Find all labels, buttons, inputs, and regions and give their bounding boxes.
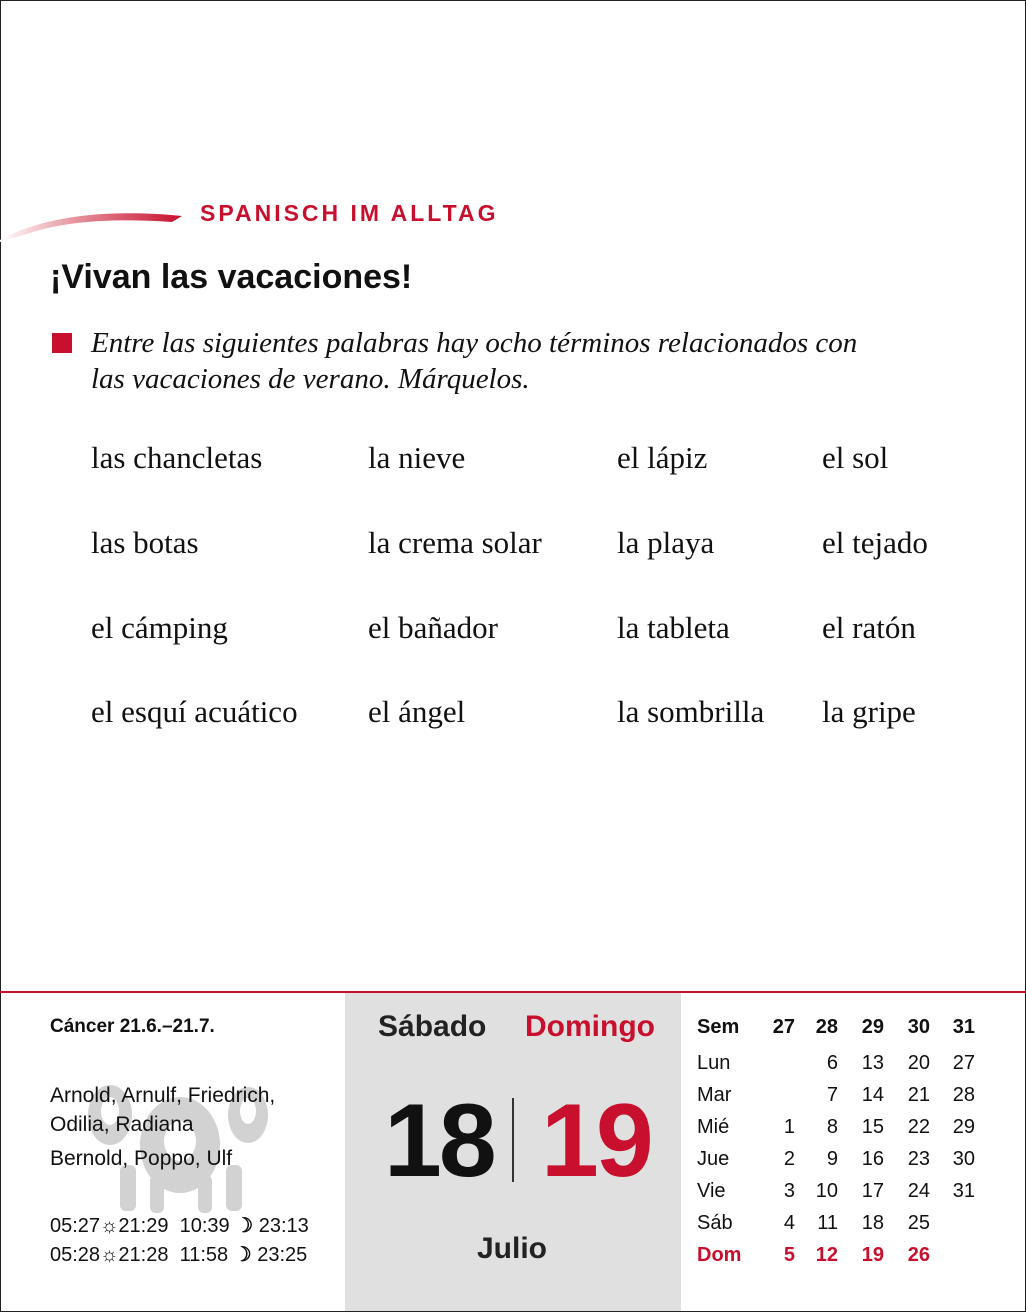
word-item: el ratón — [822, 610, 916, 645]
calendar-day-label: Lun — [697, 1052, 731, 1074]
calendar-day: 19 — [861, 1244, 884, 1266]
red-swoosh-decoration — [0, 196, 190, 246]
instruction-line-1: Entre las siguientes palabras hay ocho términos relacionados con — [91, 327, 858, 359]
word-item: la playa — [617, 525, 715, 560]
calendar-day: 5 — [783, 1244, 795, 1266]
word-item: las botas — [91, 525, 199, 560]
sunrise-time: 05:27 — [50, 1215, 101, 1237]
calendar-week-header: Sem — [697, 1016, 740, 1038]
name-days-sunday: Bernold, Poppo, Ulf — [50, 1147, 233, 1170]
word-item: el ángel — [368, 694, 466, 729]
calendar-day: 23 — [907, 1148, 930, 1170]
calendar-day: 15 — [861, 1116, 884, 1138]
page-title: ¡Vivan las vacaciones! — [50, 258, 413, 296]
calendar-day: 10 — [815, 1180, 838, 1202]
calendar-day: 31 — [952, 1180, 975, 1202]
calendar-week-number: 31 — [952, 1016, 975, 1038]
calendar-day-label: Jue — [697, 1148, 730, 1170]
moonset-time: 23:13 — [258, 1215, 309, 1237]
name-days-line-1: Arnold, Arnulf, Friedrich, — [50, 1084, 276, 1107]
word-item: el sol — [822, 440, 889, 475]
calendar-week-number: 28 — [815, 1016, 838, 1038]
calendar-day: 24 — [907, 1180, 930, 1202]
calendar-week-number: 29 — [861, 1016, 884, 1038]
calendar-day: 14 — [861, 1084, 884, 1106]
calendar-day: 9 — [826, 1148, 838, 1170]
calendar-day-label: Sáb — [697, 1212, 733, 1234]
month-label: Julio — [477, 1232, 548, 1265]
calendar-day: 25 — [907, 1212, 930, 1234]
word-item: la tableta — [617, 610, 730, 645]
weekday-saturday: Sábado — [378, 1010, 487, 1043]
date-number-saturday: 18 — [384, 1083, 494, 1199]
word-item: la crema solar — [368, 525, 542, 560]
calendar-day-label: Dom — [697, 1244, 742, 1266]
sun-moon-row-saturday — [50, 1213, 309, 1238]
calendar-day: 28 — [952, 1084, 975, 1106]
calendar-day: 22 — [907, 1116, 930, 1138]
name-days-saturday — [50, 1081, 275, 1139]
word-item: el cámping — [91, 610, 228, 645]
calendar-week-number: 30 — [907, 1016, 930, 1038]
moonrise-time: 11:58 — [179, 1244, 229, 1266]
weekday-sunday: Domingo — [525, 1010, 655, 1043]
word-item: la sombrilla — [617, 694, 765, 729]
word-item: el lápiz — [617, 440, 708, 475]
sun-icon: ☼ — [100, 1215, 119, 1237]
calendar-day: 3 — [783, 1180, 795, 1202]
calendar-day: 16 — [861, 1148, 884, 1170]
word-item: la gripe — [822, 694, 916, 729]
calendar-day: 21 — [907, 1084, 930, 1106]
word-item: las chancletas — [91, 440, 263, 475]
calendar-day: 4 — [783, 1212, 795, 1234]
name-days-line-2: Odilia, Radiana — [50, 1113, 194, 1136]
calendar-day-label: Mié — [697, 1116, 730, 1138]
calendar-day: 6 — [826, 1052, 838, 1074]
sunset-time: 21:28 — [118, 1244, 169, 1266]
calendar-day: 11 — [817, 1212, 838, 1234]
moon-icon: ☽ — [233, 1244, 252, 1266]
calendar-day: 20 — [907, 1052, 930, 1074]
section-title: SPANISCH IM ALLTAG — [200, 200, 499, 226]
sun-icon: ☼ — [100, 1244, 119, 1266]
calendar-day: 30 — [952, 1148, 975, 1170]
calendar-week-number: 27 — [772, 1016, 795, 1038]
calendar-day: 7 — [826, 1084, 838, 1106]
moonrise-time: 10:39 — [179, 1215, 230, 1237]
word-item: el bañador — [368, 610, 498, 645]
calendar-day-label: Vie — [697, 1180, 726, 1202]
calendar-day: 17 — [861, 1180, 884, 1202]
red-square-bullet — [52, 333, 72, 353]
sunrise-time: 05:28 — [50, 1244, 101, 1266]
calendar-day: 13 — [861, 1052, 884, 1074]
sunset-time: 21:29 — [118, 1215, 169, 1237]
calendar-day: 2 — [783, 1148, 795, 1170]
date-separator — [512, 1098, 514, 1182]
sun-moon-row-sunday — [50, 1242, 307, 1267]
instruction-text — [91, 325, 971, 397]
moon-icon: ☽ — [235, 1215, 254, 1237]
word-item: el esquí acuático — [91, 694, 298, 729]
instruction-line-2: las vacaciones de verano. Márquelos. — [91, 363, 530, 395]
calendar-day: 18 — [861, 1212, 884, 1234]
word-item: el tejado — [822, 525, 928, 560]
calendar-day: 29 — [952, 1116, 975, 1138]
calendar-day: 27 — [952, 1052, 975, 1074]
calendar-day-label: Mar — [697, 1084, 732, 1106]
calendar-day: 1 — [783, 1116, 795, 1138]
moonset-time: 23:25 — [257, 1244, 308, 1266]
word-item: la nieve — [368, 440, 466, 475]
date-number-sunday: 19 — [541, 1083, 651, 1199]
calendar-day: 8 — [826, 1116, 838, 1138]
zodiac-label: Cáncer 21.6.–21.7. — [50, 1016, 215, 1037]
calendar-day: 12 — [815, 1244, 838, 1266]
calendar-day: 26 — [907, 1244, 930, 1266]
